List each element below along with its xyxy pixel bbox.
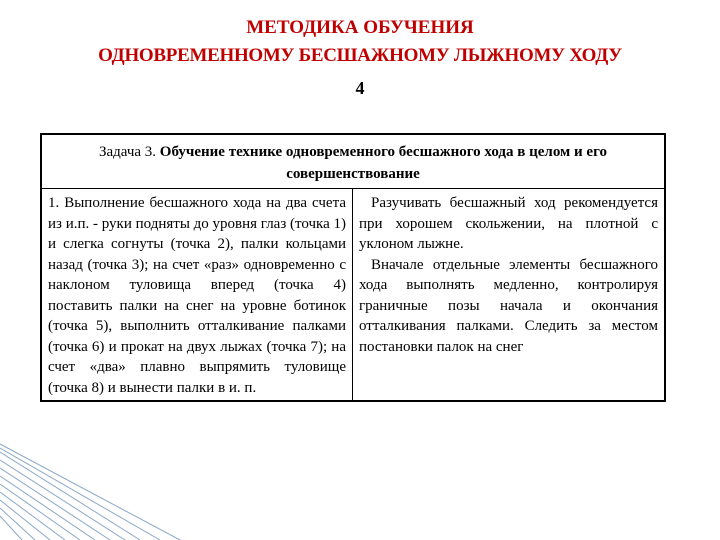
task-table [40, 133, 666, 402]
task-prefix: Задача 3. [98, 144, 157, 160]
corner-decoration [0, 440, 720, 540]
methodical-notes-cell [353, 189, 666, 402]
task-title: Обучение технике одновременного бесшажного хода в целом и его совершенствование [159, 144, 608, 182]
table-header-cell [41, 134, 665, 189]
notes-paragraph-2: Вначале отдельные элементы бесшажного хода выполнять медленно, контролируя граничные позы начала и окончания отталкивания палками. Следить за местом постановки палок на снег [359, 256, 658, 355]
exercise-description-cell: 1. Выполнение бесшажного хода на два счета из и.п. - руки подняты до уровня глаз (точка 1) и слегка согнуты (точка 2), палки кольцами назад (точка 3); на счет «раз» одновременно с наклоном туловища вперед (точка 4) поставить палки на снег на уровне ботинок (точка 5), выполнить отталкивание палками (точка 6) и прокат на двух лыжах (точка 7); на счет «два» плавно выпрямить туловище (точка 8) и вынести палки в и. п. [41, 189, 353, 402]
slide-title [0, 14, 720, 70]
notes-paragraph-1: Разучивать бесшажный ход рекомендуется при хорошем скольжении, на плотной с уклоном лыжне. [359, 195, 658, 252]
slide-title-line1: МЕТОДИКА ОБУЧЕНИЯ [246, 17, 474, 38]
table-header-row [41, 134, 665, 189]
slide-title-line2: ОДНОВРЕМЕННОМУ БЕСШАЖНОМУ ЛЫЖНОМУ ХОДУ [98, 45, 622, 66]
slide-number: 4 [355, 78, 365, 98]
table-row [41, 189, 665, 402]
